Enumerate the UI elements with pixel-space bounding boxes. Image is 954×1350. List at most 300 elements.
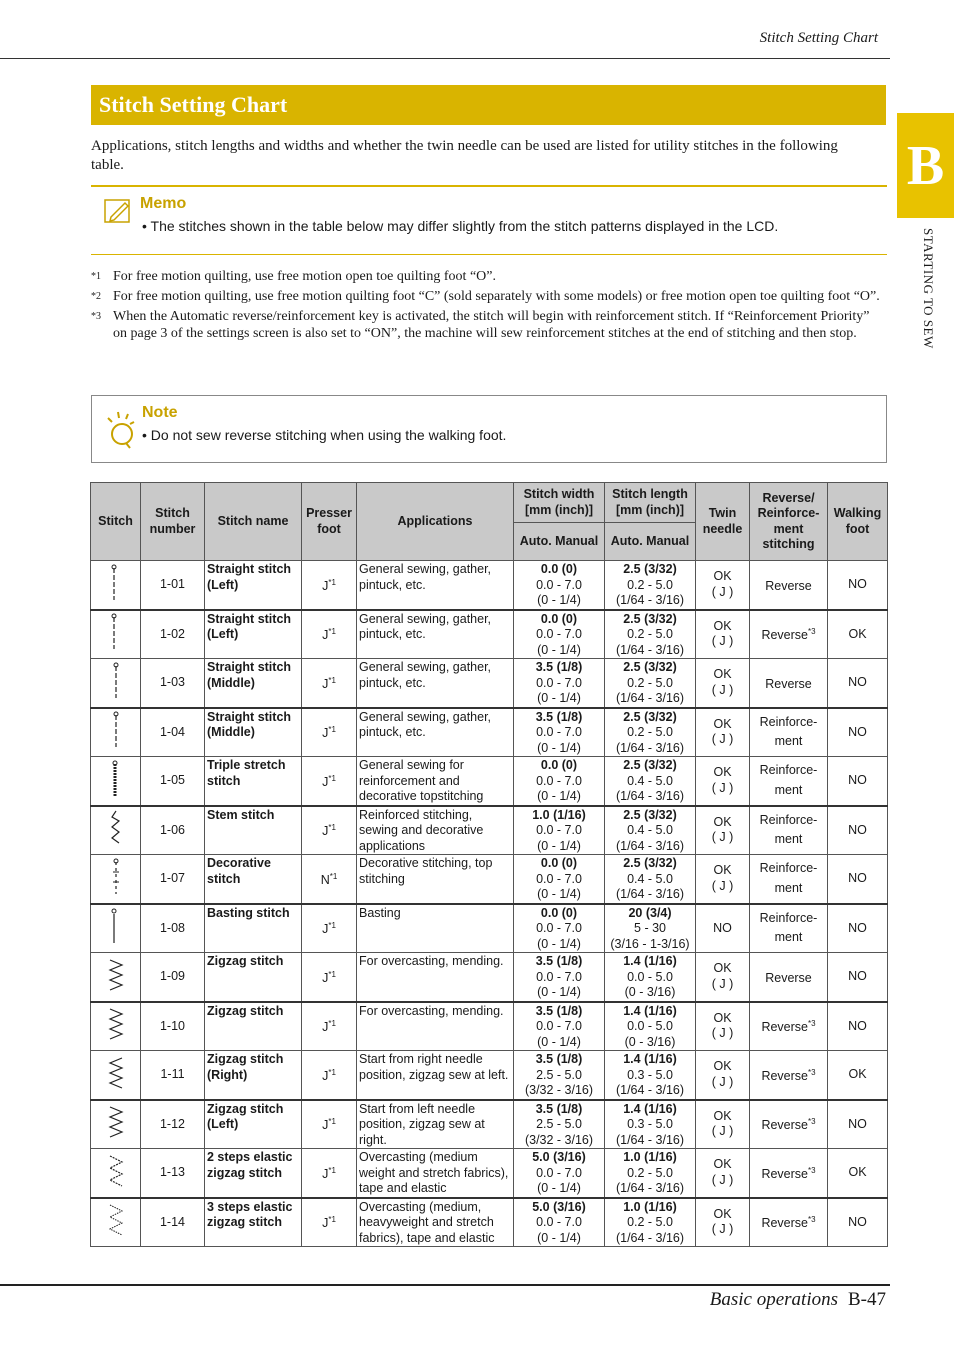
reverse-value: Reverse [761,1069,808,1084]
length-inch: (1/64 - 3/16) [615,691,685,705]
applications: General sewing, gather, pintuck, etc. [357,561,514,610]
page-title: Stitch Setting Chart [91,85,886,125]
length-auto: 2.5 (3/32) [623,709,677,724]
length-auto: 1.0 (1/16) [623,1199,677,1214]
twin-needle [696,1149,750,1198]
reverse-reinforcement [750,757,828,806]
memo-bottom-rule [91,254,887,255]
presser-foot-footnote: *1 [328,675,336,685]
length-manual: 0.3 - 5.0 [627,1117,673,1131]
stitch-icon-cell [91,904,141,953]
header-applications: Applications [357,483,514,561]
length-auto: 2.5 (3/32) [623,758,677,772]
twin-needle [696,904,750,953]
stitch-name: Basting stitch [205,904,302,953]
length-inch: (1/64 - 3/16) [615,838,685,853]
width-manual: 2.5 - 5.0 [536,1067,582,1082]
presser-foot-footnote: *1 [328,1117,336,1127]
footnote-text: For free motion quilting, use free motion open toe quilting foot “O”. [113,269,496,284]
note-title: Note [142,404,178,421]
stitch-length [605,1149,696,1198]
walking-foot: NO [828,855,888,904]
applications: Start from left needle position, zigzag sew at right. [357,1100,514,1149]
twin-needle [696,708,750,757]
stitch-width [514,1149,605,1198]
width-inch: (0 - 1/4) [537,1034,581,1049]
length-auto: 2.5 (3/32) [623,807,677,822]
length-inch: (1/64 - 3/16) [615,1083,685,1097]
reverse-value: Reinforce-ment [759,861,818,895]
stitch-length [605,1198,696,1247]
reverse-reinforcement [750,561,828,610]
stitch-name: Zigzag stitch (Right) [205,1051,302,1100]
length-inch: (1/64 - 3/16) [615,887,685,901]
stitch-number: 1-09 [141,953,205,1002]
walking-foot: NO [828,1198,888,1247]
memo-text: • The stitches shown in the table below may differ slightly from the stitch patterns displayed in the LCD. [142,218,779,234]
length-manual: 0.2 - 5.0 [627,1215,673,1229]
presser-foot-value: J [322,1167,329,1182]
presser-foot-footnote: *1 [328,725,336,735]
table-row [91,1051,888,1100]
length-inch: (3/16 - 1-3/16) [610,936,690,951]
presser-foot-footnote: *1 [328,1067,336,1077]
triple-stretch-icon [104,758,128,800]
length-auto: 2.5 (3/32) [623,660,677,674]
twin-needle [696,561,750,610]
presser-foot-value: J [322,628,329,643]
width-inch: (0 - 1/4) [537,1230,581,1245]
basting-stitch-icon [104,905,128,947]
presser-foot [302,806,357,855]
reverse-reinforcement [750,708,828,757]
width-inch: (0 - 1/4) [537,740,581,755]
table-row [91,1100,888,1149]
reverse-value: Reverse [765,579,812,594]
width-manual: 0.0 - 7.0 [536,1019,582,1033]
presser-foot [302,904,357,953]
reverse-footnote: *3 [807,1215,816,1225]
twin-needle-foot: ( J ) [711,1074,734,1089]
width-manual: 0.0 - 7.0 [536,921,582,935]
stitch-width [514,610,605,659]
presser-foot-value: J [322,922,329,937]
two-step-elastic-zigzag-icon [104,1150,128,1192]
stitch-icon-cell [91,806,141,855]
width-auto: 3.5 (1/8) [535,1052,583,1066]
applications: Decorative stitching, top stitching [357,855,514,904]
walking-foot: NO [828,561,888,610]
width-auto: 5.0 (3/16) [532,1199,586,1214]
stitch-name: 2 steps elastic zigzag stitch [205,1149,302,1198]
length-auto: 1.4 (1/16) [623,954,677,968]
stitch-name: Zigzag stitch [205,1002,302,1051]
width-auto: 3.5 (1/8) [535,660,583,674]
reverse-value: Reinforce-ment [759,714,818,749]
twin-needle-value: OK [713,667,732,682]
stitch-icon-cell [91,1051,141,1100]
stitch-number: 1-04 [141,708,205,757]
page-number: B-47 [848,1289,886,1310]
walking-foot: NO [828,806,888,855]
width-auto: 5.0 (3/16) [532,1150,586,1164]
presser-foot [302,855,357,904]
length-inch: (1/64 - 3/16) [615,642,685,657]
footnote-text: For free motion quilting, use free motion quilting foot “C” (sold separately with some models) or free motion open toe quilting foot “O”. [113,289,880,304]
length-manual: 0.4 - 5.0 [627,871,673,886]
walking-foot: NO [828,953,888,1002]
stitch-width [514,708,605,757]
length-inch: (1/64 - 3/16) [615,1132,685,1147]
presser-foot-value: J [322,677,329,692]
twin-needle-value: OK [713,716,732,731]
length-inch: (1/64 - 3/16) [615,1181,685,1195]
stitch-length [605,757,696,806]
width-manual: 0.0 - 7.0 [536,969,582,984]
twin-needle [696,855,750,904]
table-row [91,1149,888,1198]
stitch-icon-cell [91,610,141,659]
length-auto: 2.5 (3/32) [623,611,677,626]
walking-foot: OK [828,610,888,659]
length-auto: 20 (3/4) [628,905,672,920]
reverse-footnote: *3 [807,1117,816,1127]
width-manual: 0.0 - 7.0 [536,1165,582,1180]
width-auto: 3.5 (1/8) [535,954,583,968]
stem-stitch-icon [104,807,128,849]
presser-foot-footnote: *1 [328,823,336,833]
twin-needle-foot: ( J ) [711,732,734,747]
reverse-footnote: *3 [807,1019,816,1029]
stitch-length [605,708,696,757]
header-stitch-length: Stitch length [mm (inch)] [605,483,696,523]
width-inch: (3/32 - 3/16) [524,1132,594,1147]
stitch-length [605,1002,696,1051]
reverse-value: Reverse [761,1167,808,1182]
width-manual: 0.0 - 7.0 [536,871,582,886]
page-footer [0,1289,886,1311]
twin-needle-foot: ( J ) [711,878,734,893]
width-auto: 3.5 (1/8) [535,709,583,724]
width-manual: 0.0 - 7.0 [536,823,582,837]
footnote-mark: *2 [91,291,101,302]
memo-pencil-icon [103,197,133,225]
twin-needle-foot: ( J ) [711,1124,734,1139]
twin-needle-foot: ( J ) [711,634,734,649]
length-manual: 0.2 - 5.0 [627,627,673,641]
header-stitch-number: Stitch number [141,483,205,561]
applications: Overcasting (medium weight and stretch fabrics), tape and elastic [357,1149,514,1198]
stitch-width [514,1100,605,1149]
applications: For overcasting, mending. [357,953,514,1002]
stitch-name: Straight stitch (Left) [205,610,302,659]
stitch-icon-cell [91,1149,141,1198]
length-inch: (1/64 - 3/16) [615,789,685,803]
applications: Reinforced stitching, sewing and decorative applications [357,806,514,855]
reverse-footnote: *3 [807,627,816,637]
presser-foot [302,1149,357,1198]
presser-foot [302,708,357,757]
footer-section: Basic operations [709,1289,838,1310]
stitch-number: 1-10 [141,1002,205,1051]
reverse-value: Reinforce-ment [759,812,818,847]
footnote-text: When the Automatic reverse/reinforcement key is activated, the stitch will begin with reinforcement stitch. If “Reinforcement Priority” on page 3 of the settings screen is also set to “ON”, the machine will sew reinforcement stitches at the end of stitching and then stop. [113,309,870,341]
table-row [91,1198,888,1247]
presser-foot-value: J [322,1020,329,1035]
reverse-footnote: *3 [807,1067,816,1077]
twin-needle [696,1002,750,1051]
twin-needle-foot: ( J ) [711,830,734,845]
stitch-number: 1-07 [141,855,205,904]
twin-needle-foot: ( J ) [711,1172,734,1187]
stitch-name: Straight stitch (Middle) [205,659,302,708]
table-row [91,708,888,757]
presser-foot-footnote: *1 [328,1019,336,1029]
presser-foot-footnote: *1 [328,627,336,637]
width-inch: (0 - 1/4) [537,985,581,999]
length-manual: 0.2 - 5.0 [627,577,673,592]
stitch-icon-cell [91,561,141,610]
stitch-width [514,904,605,953]
presser-foot-footnote: *1 [328,969,336,979]
length-manual: 0.4 - 5.0 [627,823,673,837]
length-auto: 2.5 (3/32) [623,562,677,576]
reverse-reinforcement [750,659,828,708]
twin-needle-foot: ( J ) [711,1222,734,1237]
reverse-value: Reverse [765,677,812,692]
twin-needle-value: OK [713,961,732,976]
length-inch: (1/64 - 3/16) [615,740,685,755]
presser-foot [302,1002,357,1051]
length-auto: 2.5 (3/32) [623,856,677,870]
stitch-number: 1-14 [141,1198,205,1247]
presser-foot-value: J [322,824,329,839]
footnote [91,288,886,305]
width-inch: (0 - 1/4) [537,593,581,607]
presser-foot-footnote: *1 [329,871,338,881]
twin-needle-value: OK [713,569,732,584]
width-auto: 0.0 (0) [540,856,578,870]
stitch-name: Zigzag stitch [205,953,302,1002]
width-manual: 2.5 - 5.0 [536,1117,582,1131]
width-manual: 0.0 - 7.0 [536,675,582,690]
presser-foot [302,757,357,806]
applications: General sewing for reinforcement and decorative topstitching [357,757,514,806]
presser-foot [302,1051,357,1100]
straight-left-icon [104,562,128,604]
width-auto: 1.0 (1/16) [532,807,586,822]
twin-needle [696,610,750,659]
three-step-elastic-zigzag-icon [104,1199,128,1241]
footnote-mark: *3 [91,311,101,322]
applications: General sewing, gather, pintuck, etc. [357,708,514,757]
width-manual: 0.0 - 7.0 [536,773,582,788]
width-manual: 0.0 - 7.0 [536,577,582,592]
twin-needle-value: OK [713,1157,732,1172]
header-width-auto-manual: Auto. Manual [514,523,605,561]
stitch-length [605,610,696,659]
reverse-value: Reverse [761,628,808,643]
walking-foot: NO [828,659,888,708]
twin-needle-value: OK [713,1108,732,1123]
footnote [91,268,886,285]
presser-foot-value: N [320,873,330,888]
header-rule [0,58,890,59]
twin-needle [696,1198,750,1247]
header-stitch-width: Stitch width [mm (inch)] [514,483,605,523]
walking-foot: NO [828,708,888,757]
stitch-number: 1-08 [141,904,205,953]
width-manual: 0.0 - 7.0 [536,1215,582,1229]
twin-needle-value: OK [713,1010,732,1025]
table-row [91,953,888,1002]
length-auto: 1.0 (1/16) [623,1150,677,1164]
length-manual: 0.0 - 5.0 [627,969,673,984]
stitch-name: Zigzag stitch (Left) [205,1100,302,1149]
twin-needle-foot: ( J ) [711,780,734,795]
length-auto: 1.4 (1/16) [623,1052,677,1066]
stitch-number: 1-06 [141,806,205,855]
walking-foot: NO [828,1100,888,1149]
memo-title: Memo [140,195,187,212]
walking-foot: OK [828,1051,888,1100]
zigzag-right-icon [104,1052,128,1094]
header-stitch: Stitch [91,483,141,561]
reverse-value: Reverse [761,1216,808,1231]
header-stitch-name: Stitch name [205,483,302,561]
presser-foot-footnote: *1 [328,577,336,587]
reverse-reinforcement [750,1002,828,1051]
twin-needle-value: OK [713,618,732,633]
reverse-reinforcement [750,1198,828,1247]
width-inch: (0 - 1/4) [537,789,581,803]
header-twin-needle: Twin needle [696,483,750,561]
stitch-icon-cell [91,1198,141,1247]
reverse-value: Reinforce-ment [759,763,818,797]
twin-needle [696,1100,750,1149]
length-manual: 0.2 - 5.0 [627,675,673,690]
width-inch: (0 - 1/4) [537,691,581,705]
twin-needle-value: OK [713,814,732,829]
note-text: • Do not sew reverse stitching when using the walking foot. [142,427,507,443]
stitch-width [514,1051,605,1100]
width-manual: 0.0 - 7.0 [536,627,582,641]
width-inch: (3/32 - 3/16) [524,1083,594,1097]
width-auto: 0.0 (0) [540,905,578,920]
presser-foot-footnote: *1 [328,1165,336,1175]
twin-needle-foot: ( J ) [711,682,734,697]
stitch-width [514,855,605,904]
length-auto: 1.4 (1/16) [623,1101,677,1116]
walking-foot: OK [828,1149,888,1198]
reverse-reinforcement [750,1051,828,1100]
width-inch: (0 - 1/4) [537,642,581,657]
length-inch: (1/64 - 3/16) [615,1230,685,1245]
table-row [91,561,888,610]
stitch-width [514,806,605,855]
zigzag-icon [104,954,128,996]
width-inch: (0 - 1/4) [537,887,581,901]
length-inch: (0 - 3/16) [624,1034,676,1049]
twin-needle [696,806,750,855]
reverse-reinforcement [750,610,828,659]
stitch-width [514,953,605,1002]
length-inch: (1/64 - 3/16) [615,593,685,607]
stitch-length [605,855,696,904]
stitch-number: 1-13 [141,1149,205,1198]
note-box [91,395,887,463]
width-manual: 0.0 - 7.0 [536,725,582,739]
header-presser-foot: Presser foot [302,483,357,561]
stitch-length [605,561,696,610]
chapter-tab: B [897,113,954,218]
header-length-auto-manual: Auto. Manual [605,523,696,561]
straight-middle-icon [104,660,128,702]
length-manual: 0.4 - 5.0 [627,773,673,788]
reverse-value: Reinforce-ment [759,910,818,945]
reverse-reinforcement [750,1149,828,1198]
reverse-reinforcement [750,1100,828,1149]
header-reverse-reinforcement: Reverse/ Reinforce-ment stitching [750,483,828,561]
stitch-number: 1-02 [141,610,205,659]
twin-needle-value: OK [713,863,732,878]
intro-paragraph: Applications, stitch lengths and widths and whether the twin needle can be used are listed for utility stitches in the following table. [91,138,838,173]
stitch-length [605,953,696,1002]
stitch-length [605,1100,696,1149]
stitch-width [514,1002,605,1051]
table-row [91,806,888,855]
twin-needle [696,1051,750,1100]
straight-left-icon [104,611,128,653]
applications: Start from right needle position, zigzag sew at left. [357,1051,514,1100]
stitch-icon-cell [91,1100,141,1149]
reverse-reinforcement [750,806,828,855]
twin-needle [696,659,750,708]
table-row [91,757,888,806]
stitch-length [605,659,696,708]
stitch-name: Stem stitch [205,806,302,855]
table-row [91,855,888,904]
stitch-width [514,561,605,610]
presser-foot-value: J [322,1069,329,1084]
stitch-icon-cell [91,757,141,806]
twin-needle-foot: ( J ) [711,584,734,599]
presser-foot-value: J [322,971,329,986]
width-auto: 3.5 (1/8) [535,1101,583,1116]
twin-needle [696,757,750,806]
presser-foot-value: J [322,579,329,594]
stitch-icon-cell [91,855,141,904]
reverse-reinforcement [750,904,828,953]
stitch-icon-cell [91,1002,141,1051]
stitch-width [514,757,605,806]
stitch-name: Straight stitch (Middle) [205,708,302,757]
twin-needle-value: OK [713,1206,732,1221]
width-auto: 0.0 (0) [540,611,578,626]
presser-foot-value: J [322,775,329,790]
stitch-number: 1-03 [141,659,205,708]
length-manual: 0.3 - 5.0 [627,1067,673,1082]
applications: General sewing, gather, pintuck, etc. [357,610,514,659]
reverse-reinforcement [750,855,828,904]
twin-needle-value: OK [713,765,732,780]
applications: Overcasting (medium, heavyweight and stretch fabrics), tape and elastic [357,1198,514,1247]
walking-foot: NO [828,904,888,953]
applications: Basting [357,904,514,953]
width-inch: (0 - 1/4) [537,936,581,951]
stitch-width [514,1198,605,1247]
width-inch: (0 - 1/4) [537,838,581,853]
